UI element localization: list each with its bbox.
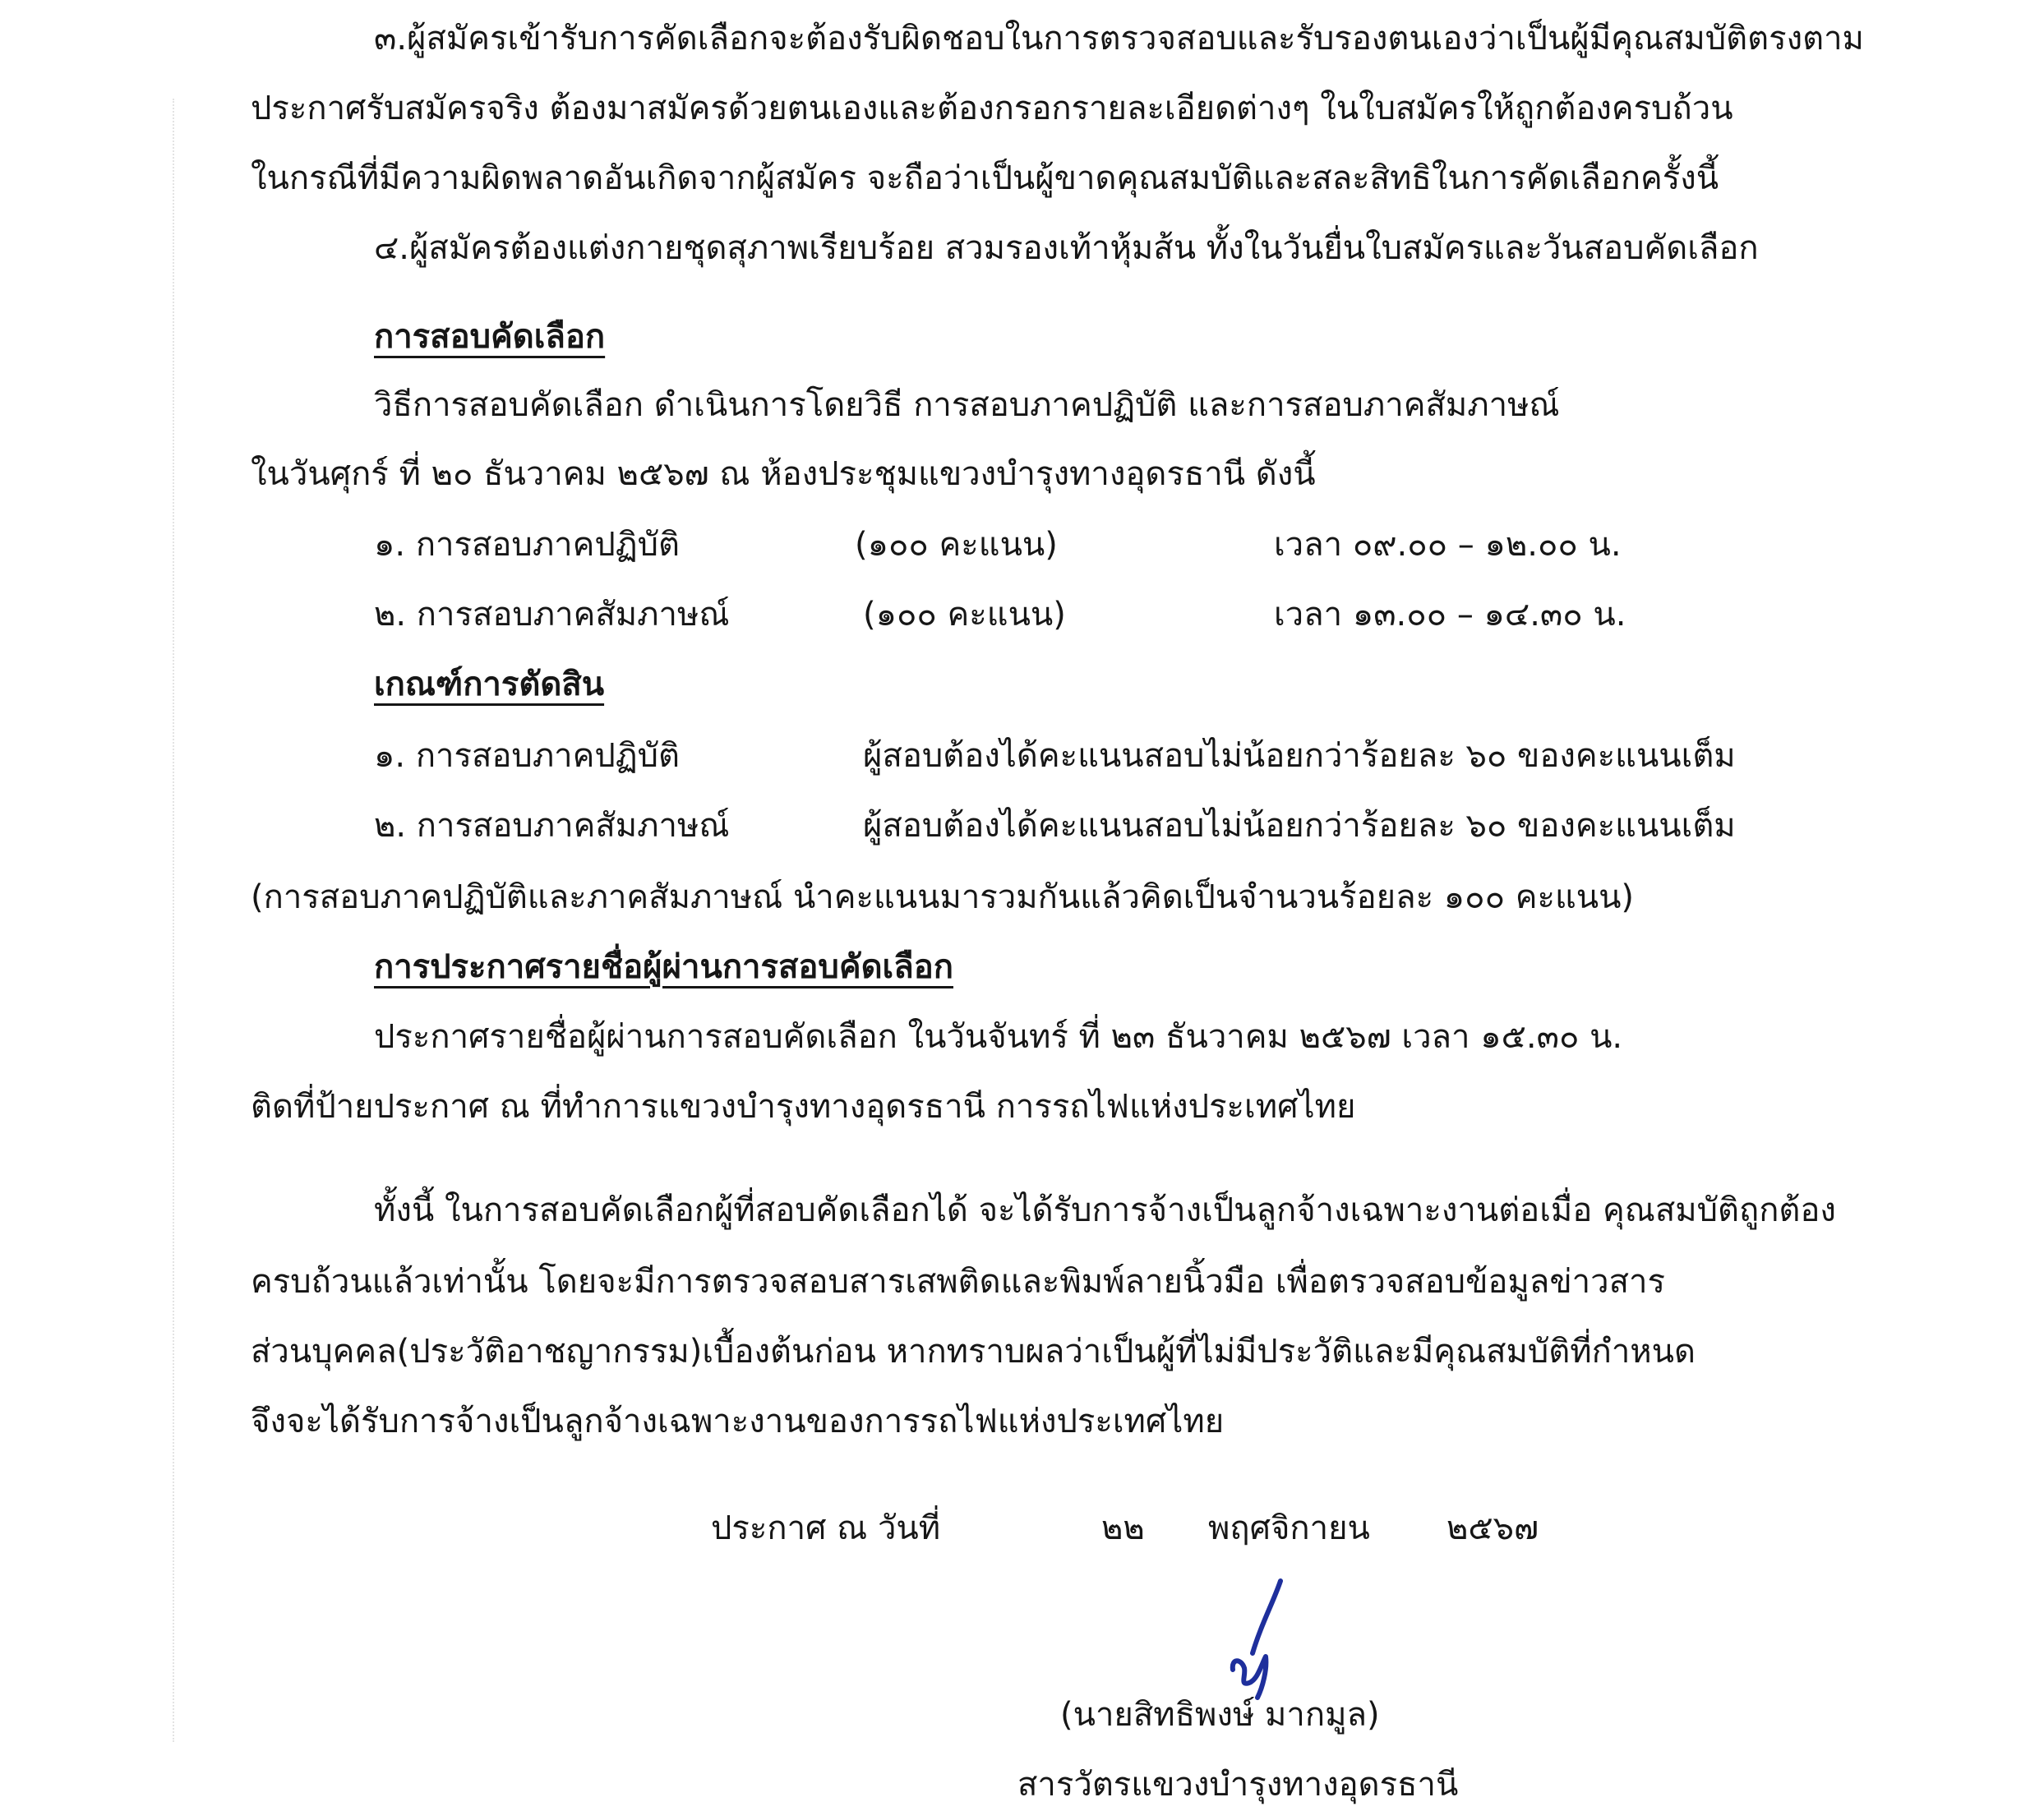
scan-margin-line xyxy=(173,99,174,1742)
handwritten-signature xyxy=(1208,1578,1323,1701)
signatory-name: (นายสิทธิพงษ์ มากมูล) xyxy=(1060,1696,1380,1734)
closing-line-3: ส่วนบุคคล(ประวัติอาชญากรรม)เบื้องต้นก่อน หากทราบผลว่าเป็นผู้ที่ไม่มีประวัติและมีคุณสมบัติที่กำหนด xyxy=(251,1333,1696,1371)
selection-exam-heading: การสอบคัดเลือก xyxy=(374,318,606,356)
criteria-practical-rule: ผู้สอบต้องได้คะแนนสอบไม่น้อยกว่าร้อยละ ๖๐ ของคะแนนเต็ม xyxy=(863,737,1736,775)
criteria-interview-rule: ผู้สอบต้องได้คะแนนสอบไม่น้อยกว่าร้อยละ ๖๐ ของคะแนนเต็ม xyxy=(863,807,1736,845)
date-month: พฤศจิกายน xyxy=(1208,1509,1370,1547)
date-label: ประกาศ ณ วันที่ xyxy=(711,1509,941,1547)
date-year: ๒๕๖๗ xyxy=(1446,1509,1539,1547)
schedule-practical-score: (๑๐๐ คะแนน) xyxy=(855,526,1058,564)
criteria-practical-name: ๑. การสอบภาคปฏิบัติ xyxy=(374,737,681,775)
criteria-note: (การสอบภาคปฏิบัติและภาคสัมภาษณ์ นำคะแนนมารวมกันแล้วคิดเป็นจำนวนร้อยละ ๑๐๐ คะแนน) xyxy=(251,878,1635,916)
closing-line-4: จึงจะได้รับการจ้างเป็นลูกจ้างเฉพาะงานของการรถไฟแห่งประเทศไทย xyxy=(251,1403,1225,1440)
condition-3-line-1: ๓.ผู้สมัครเข้ารับการคัดเลือกจะต้องรับผิดชอบในการตรวจสอบและรับรองตนเองว่าเป็นผู้มีคุณสมบัติตรงตาม xyxy=(374,20,1864,58)
schedule-interview-score: (๑๐๐ คะแนน) xyxy=(863,596,1066,634)
condition-3-line-3: ในกรณีที่มีความผิดพลาดอันเกิดจากผู้สมัคร จะถือว่าเป็นผู้ขาดคุณสมบัติและสละสิทธิในการคัดเลือกครั้งนี้ xyxy=(251,159,1719,197)
schedule-interview-name: ๒. การสอบภาคสัมภาษณ์ xyxy=(374,596,730,634)
exam-method-line-1: วิธีการสอบคัดเลือก ดำเนินการโดยวิธี การสอบภาคปฏิบัติ และการสอบภาคสัมภาษณ์ xyxy=(374,386,1560,424)
criteria-interview-name: ๒. การสอบภาคสัมภาษณ์ xyxy=(374,807,730,845)
criteria-heading: เกณฑ์การตัดสิน xyxy=(374,666,605,703)
date-day: ๒๒ xyxy=(1101,1509,1145,1547)
schedule-practical-name: ๑. การสอบภาคปฏิบัติ xyxy=(374,526,681,564)
closing-line-1: ทั้งนี้ ในการสอบคัดเลือกผู้ที่สอบคัดเลือกได้ จะได้รับการจ้างเป็นลูกจ้างเฉพาะงานต่อเมื่อ คุณสมบัติถูกต้อง xyxy=(374,1191,1836,1229)
announcement-line-1: ประกาศรายชื่อผู้ผ่านการสอบคัดเลือก ในวันจันทร์ ที่ ๒๓ ธันวาคม ๒๕๖๗ เวลา ๑๕.๓๐ น. xyxy=(374,1018,1623,1056)
schedule-practical-time: เวลา ๐๙.๐๐ – ๑๒.๐๐ น. xyxy=(1274,526,1622,564)
closing-line-2: ครบถ้วนแล้วเท่านั้น โดยจะมีการตรวจสอบสารเสพติดและพิมพ์ลายนิ้วมือ เพื่อตรวจสอบข้อมูลข่าวสาร xyxy=(251,1263,1665,1301)
announcement-heading: การประกาศรายชื่อผู้ผ่านการสอบคัดเลือก xyxy=(374,948,953,986)
condition-4-line-1: ๔.ผู้สมัครต้องแต่งกายชุดสุภาพเรียบร้อย สวมรองเท้าหุ้มส้น ทั้งในวันยื่นใบสมัครและวันสอบคัดเลือก xyxy=(374,229,1759,267)
schedule-interview-time: เวลา ๑๓.๐๐ – ๑๔.๓๐ น. xyxy=(1274,596,1626,634)
announcement-line-2: ติดที่ป้ายประกาศ ณ ที่ทำการแขวงบำรุงทางอุดรธานี การรถไฟแห่งประเทศไทย xyxy=(251,1088,1356,1126)
exam-method-line-2: ในวันศุกร์ ที่ ๒๐ ธันวาคม ๒๕๖๗ ณ ห้องประชุมแขวงบำรุงทางอุดรธานี ดังนี้ xyxy=(251,455,1316,493)
signatory-position: สารวัตรแขวงบำรุงทางอุดรธานี xyxy=(1017,1766,1459,1804)
condition-3-line-2: ประกาศรับสมัครจริง ต้องมาสมัครด้วยตนเองและต้องกรอกรายละเอียดต่างๆ ในใบสมัครให้ถูกต้องครบถ้วน xyxy=(251,90,1733,127)
